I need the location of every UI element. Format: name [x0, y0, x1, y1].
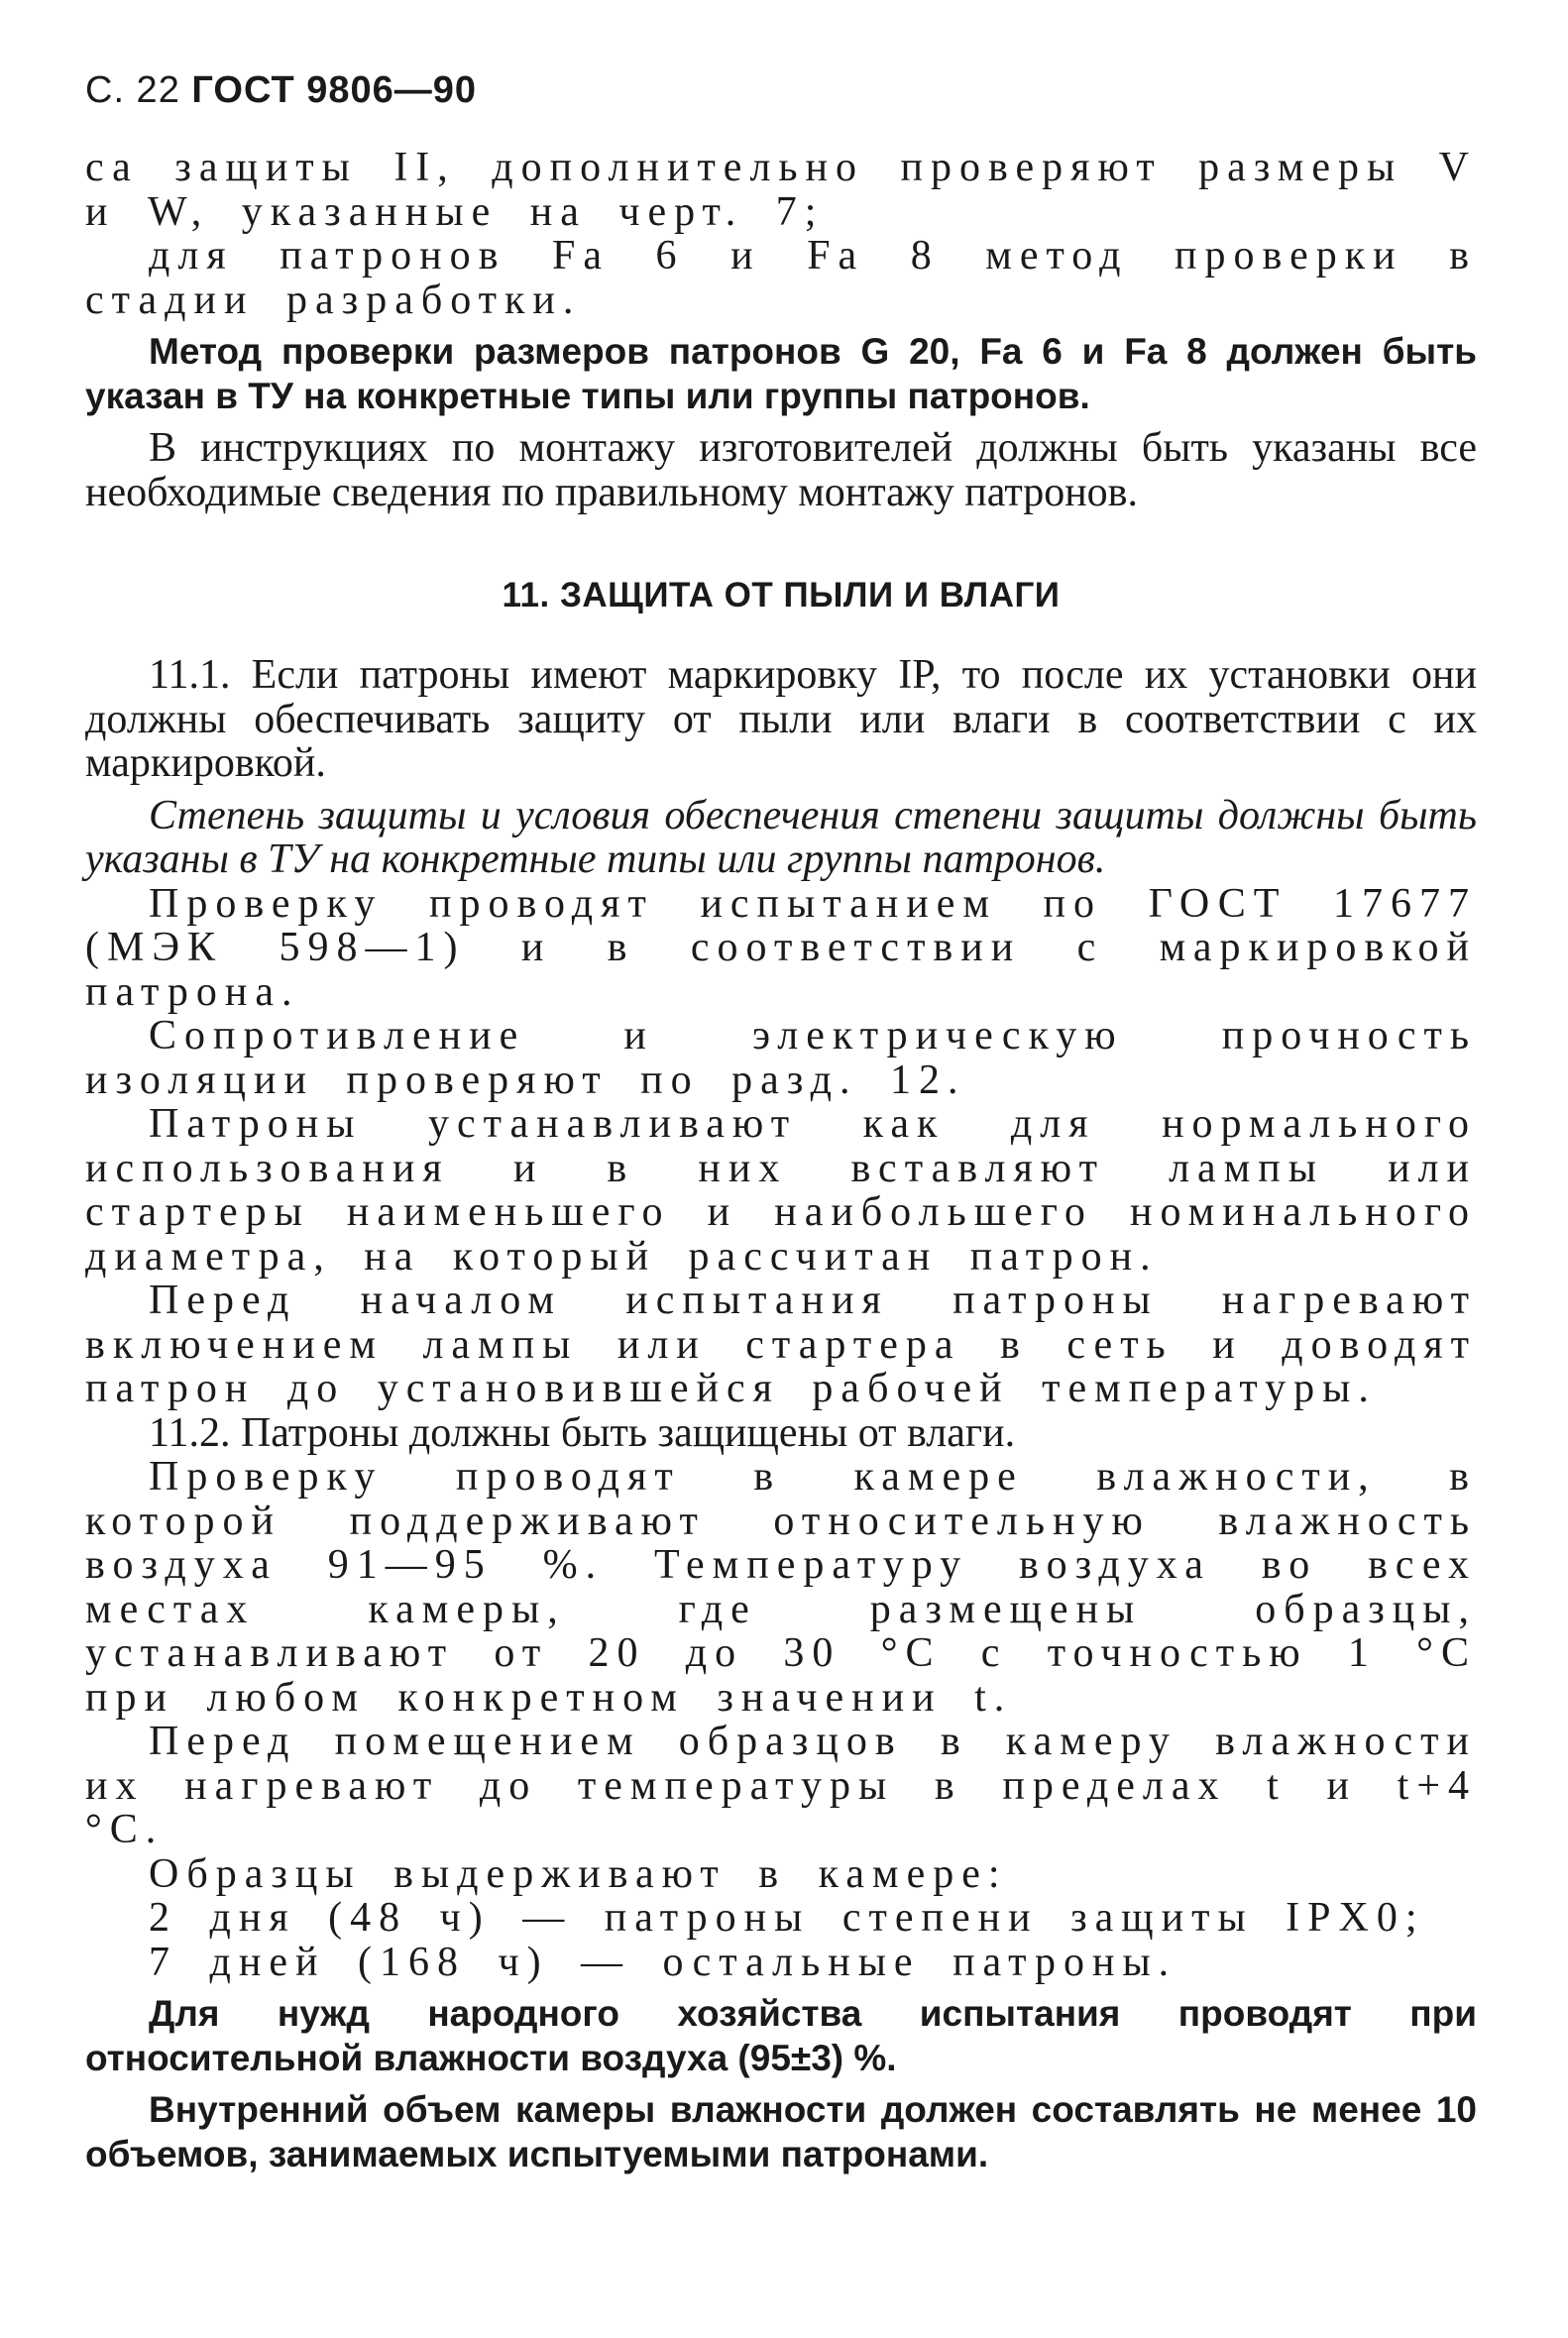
paragraph-11-1: 11.1. Если патроны имеют маркировку IP, то после их установки они должны обеспечивать защиту от пыли или влаги в соответствии с их маркировкой.	[85, 652, 1477, 786]
paragraph-exposure: Образцы выдерживают в камере:	[149, 1850, 1008, 1897]
paragraph-insulation: Сопротивление и электрическую прочность изоляции проверяют по разд. 12.	[85, 1013, 1477, 1103]
document-page	[85, 69, 1477, 2176]
paragraph-intro-1: са защиты II, дополнительно проверяют размеры V и W, указанные на черт. 7;	[85, 145, 1477, 235]
standard-code: ГОСТ 9806—90	[191, 69, 478, 111]
paragraph-intro-3: Метод проверки размеров патронов G 20, Fa 6 и Fa 8 должен быть указан в ТУ на конкретные типы или группы патронов.	[85, 331, 1477, 416]
paragraph-humidity-chamber: Проверку проводят в камере влажности, в которой поддерживают относительную влажность воздуха 91—95 %. Температуру воздуха во всех местах камеры, где размещены образцы, устанавливают от 20 до 30 °С с точностью 1 °С при любом конкретном значении t.	[85, 1454, 1477, 1721]
list-item-2-days: 2 дня (48 ч) — патроны степени защиты IPX0;	[149, 1895, 1425, 1941]
paragraph-national-economy: Для нужд народного хозяйства испытания проводят при относительной влажности воздуха (95±3) %.	[85, 1993, 1477, 2078]
page-header	[85, 69, 1477, 112]
list-item-7-days: 7 дней (168 ч) — остальные патроны.	[149, 1939, 1177, 1985]
paragraph-install: Патроны устанавливают как для нормального использования и в них вставляют лампы или стартеры наименьшего и наибольшего номинального диаметра, на который рассчитан патрон.	[85, 1101, 1477, 1280]
page-number: С. 22	[85, 69, 180, 111]
paragraph-protection-degree: Степень защиты и условия обеспечения степени защиты должны быть указаны в ТУ на конкретные типы или группы патронов.	[85, 792, 1477, 882]
paragraph-intro-2: для патронов Fa 6 и Fa 8 метод проверки в стадии разработки.	[85, 233, 1477, 323]
paragraph-preheat: Перед началом испытания патроны нагревают включением лампы или стартера в сеть и доводят патрон до установившейся рабочей температуры.	[85, 1278, 1477, 1411]
paragraph-intro-4: В инструкциях по монтажу изготовителей должны быть указаны все необходимые сведения по правильному монтажу патронов.	[85, 425, 1477, 515]
section-title: 11. ЗАЩИТА ОТ ПЫЛИ И ВЛАГИ	[502, 576, 1061, 614]
paragraph-check-test: Проверку проводят испытанием по ГОСТ 17677 (МЭК 598—1) и в соответствии с маркировкой патрона.	[85, 880, 1477, 1015]
paragraph-chamber-volume: Внутренний объем камеры влажности должен составлять не менее 10 объемов, занимаемых испытуемыми патронами.	[85, 2089, 1477, 2174]
paragraph-11-2: 11.2. Патроны должны быть защищены от влаги.	[149, 1409, 1016, 1456]
paragraph-sample-heating: Перед помещением образцов в камеру влажности их нагревают до температуры в пределах t и t+4 °С.	[85, 1719, 1477, 1852]
